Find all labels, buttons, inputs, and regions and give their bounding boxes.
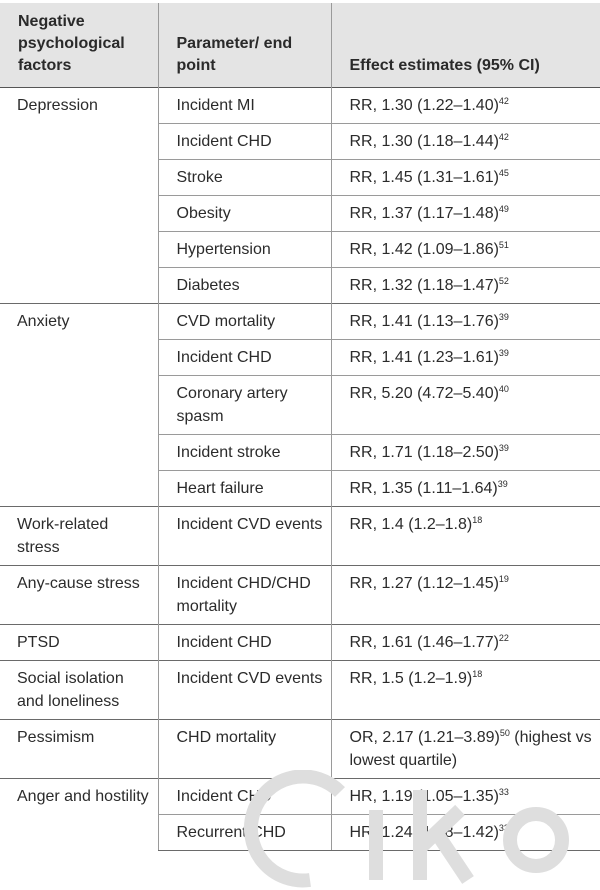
reference-superscript: 22 bbox=[498, 633, 509, 643]
parameter-cell: Incident CHD bbox=[158, 779, 331, 815]
reference-superscript: 42 bbox=[498, 132, 509, 142]
reference-superscript: 45 bbox=[498, 168, 509, 178]
reference-superscript: 18 bbox=[472, 669, 483, 679]
table-row bbox=[0, 304, 600, 340]
reference-superscript: 49 bbox=[498, 204, 509, 214]
effect-cell bbox=[331, 507, 600, 566]
effect-cell bbox=[331, 471, 600, 507]
effect-cell bbox=[331, 304, 600, 340]
parameter-cell: Incident CHD bbox=[158, 625, 331, 661]
reference-superscript: 42 bbox=[498, 96, 509, 106]
parameter-cell: Incident CHD bbox=[158, 340, 331, 376]
parameter-cell: CVD mortality bbox=[158, 304, 331, 340]
effect-value: RR, 1.5 (1.2–1.9) bbox=[349, 670, 473, 687]
table-row bbox=[0, 779, 600, 815]
parameter-cell: Recurrent CHD bbox=[158, 815, 331, 851]
effect-estimates-table bbox=[0, 3, 600, 851]
header-effect: Effect estimates (95% CI) bbox=[331, 3, 600, 88]
parameter-cell: Hypertension bbox=[158, 232, 331, 268]
header-factor: Negative psychological factors bbox=[0, 3, 158, 88]
table-row bbox=[0, 720, 600, 779]
effect-value: RR, 1.37 (1.17–1.48) bbox=[349, 205, 499, 222]
parameter-cell: CHD mortality bbox=[158, 720, 331, 779]
effect-value: RR, 1.30 (1.18–1.44) bbox=[349, 133, 499, 150]
reference-superscript: 39 bbox=[498, 443, 509, 453]
reference-superscript: 33 bbox=[498, 823, 509, 833]
effect-value: RR, 1.27 (1.12–1.45) bbox=[349, 575, 499, 592]
parameter-cell: Incident CHD/CHD mortality bbox=[158, 566, 331, 625]
parameter-cell: Coronary artery spasm bbox=[158, 376, 331, 435]
effect-value: HR, 1.24 (1.08–1.42) bbox=[349, 824, 499, 841]
effect-cell bbox=[331, 376, 600, 435]
reference-superscript: 50 bbox=[499, 728, 510, 738]
factor-cell: Depression bbox=[17, 97, 98, 114]
effect-value: RR, 1.4 (1.2–1.8) bbox=[349, 516, 473, 533]
effect-value: RR, 1.61 (1.46–1.77) bbox=[349, 634, 499, 651]
effect-cell bbox=[331, 625, 600, 661]
reference-superscript: 40 bbox=[498, 384, 509, 394]
parameter-cell: Heart failure bbox=[158, 471, 331, 507]
effect-value: RR, 1.41 (1.13–1.76) bbox=[349, 313, 499, 330]
table-row bbox=[0, 625, 600, 661]
parameter-cell: Diabetes bbox=[158, 268, 331, 304]
effect-cell bbox=[331, 435, 600, 471]
effect-cell bbox=[331, 232, 600, 268]
effect-value: RR, 1.35 (1.11–1.64) bbox=[349, 480, 498, 497]
reference-superscript: 18 bbox=[472, 515, 483, 525]
table-row bbox=[0, 88, 600, 124]
effect-value: RR, 1.32 (1.18–1.47) bbox=[349, 277, 499, 294]
factor-cell: PTSD bbox=[0, 625, 158, 661]
reference-superscript: 39 bbox=[497, 479, 508, 489]
header-parameter: Parameter/ end point bbox=[158, 3, 331, 88]
table-header bbox=[0, 3, 600, 88]
parameter-cell: Obesity bbox=[158, 196, 331, 232]
effect-cell bbox=[331, 779, 600, 815]
factor-cell: Pessimism bbox=[0, 720, 158, 779]
table-row bbox=[0, 661, 600, 720]
parameter-cell: Incident CVD events bbox=[158, 507, 331, 566]
parameter-cell: Incident MI bbox=[158, 88, 331, 124]
effect-value: RR, 1.71 (1.18–2.50) bbox=[349, 444, 499, 461]
effect-cell bbox=[331, 815, 600, 851]
effect-cell bbox=[331, 720, 600, 779]
factor-cell: Work-related stress bbox=[0, 507, 158, 566]
factor-cell: Anxiety bbox=[0, 304, 158, 507]
reference-superscript: 39 bbox=[498, 312, 509, 322]
reference-superscript: 39 bbox=[498, 348, 509, 358]
table-body bbox=[0, 88, 600, 851]
table-row bbox=[0, 507, 600, 566]
effect-value: RR, 5.20 (4.72–5.40) bbox=[349, 385, 499, 402]
effect-cell bbox=[331, 340, 600, 376]
effect-cell bbox=[331, 124, 600, 160]
parameter-cell: Incident CHD bbox=[158, 124, 331, 160]
effect-note: (highest vs lowest quartile) bbox=[349, 729, 592, 769]
reference-superscript: 33 bbox=[498, 787, 509, 797]
reference-superscript: 52 bbox=[498, 276, 509, 286]
effect-cell bbox=[331, 566, 600, 625]
effect-value: OR, 2.17 (1.21–3.89) bbox=[349, 729, 500, 746]
effect-cell bbox=[331, 268, 600, 304]
parameter-cell: Incident CVD events bbox=[158, 661, 331, 720]
effect-value: RR, 1.41 (1.23–1.61) bbox=[349, 349, 499, 366]
effect-value: RR, 1.45 (1.31–1.61) bbox=[349, 169, 499, 186]
effect-cell bbox=[331, 160, 600, 196]
effect-value: RR, 1.30 (1.22–1.40) bbox=[349, 97, 499, 114]
effect-cell bbox=[331, 196, 600, 232]
effect-cell bbox=[331, 88, 600, 124]
factor-cell: Anger and hostility bbox=[0, 779, 158, 851]
reference-superscript: 51 bbox=[498, 240, 509, 250]
reference-superscript: 19 bbox=[498, 574, 509, 584]
parameter-cell: Stroke bbox=[158, 160, 331, 196]
effect-value: HR, 1.19 (1.05–1.35) bbox=[349, 788, 499, 805]
effect-cell bbox=[331, 661, 600, 720]
factor-cell: Any-cause stress bbox=[0, 566, 158, 625]
table-row bbox=[0, 566, 600, 625]
effect-value: RR, 1.42 (1.09–1.86) bbox=[349, 241, 499, 258]
factor-cell: Social isolation and loneliness bbox=[0, 661, 158, 720]
parameter-cell: Incident stroke bbox=[158, 435, 331, 471]
